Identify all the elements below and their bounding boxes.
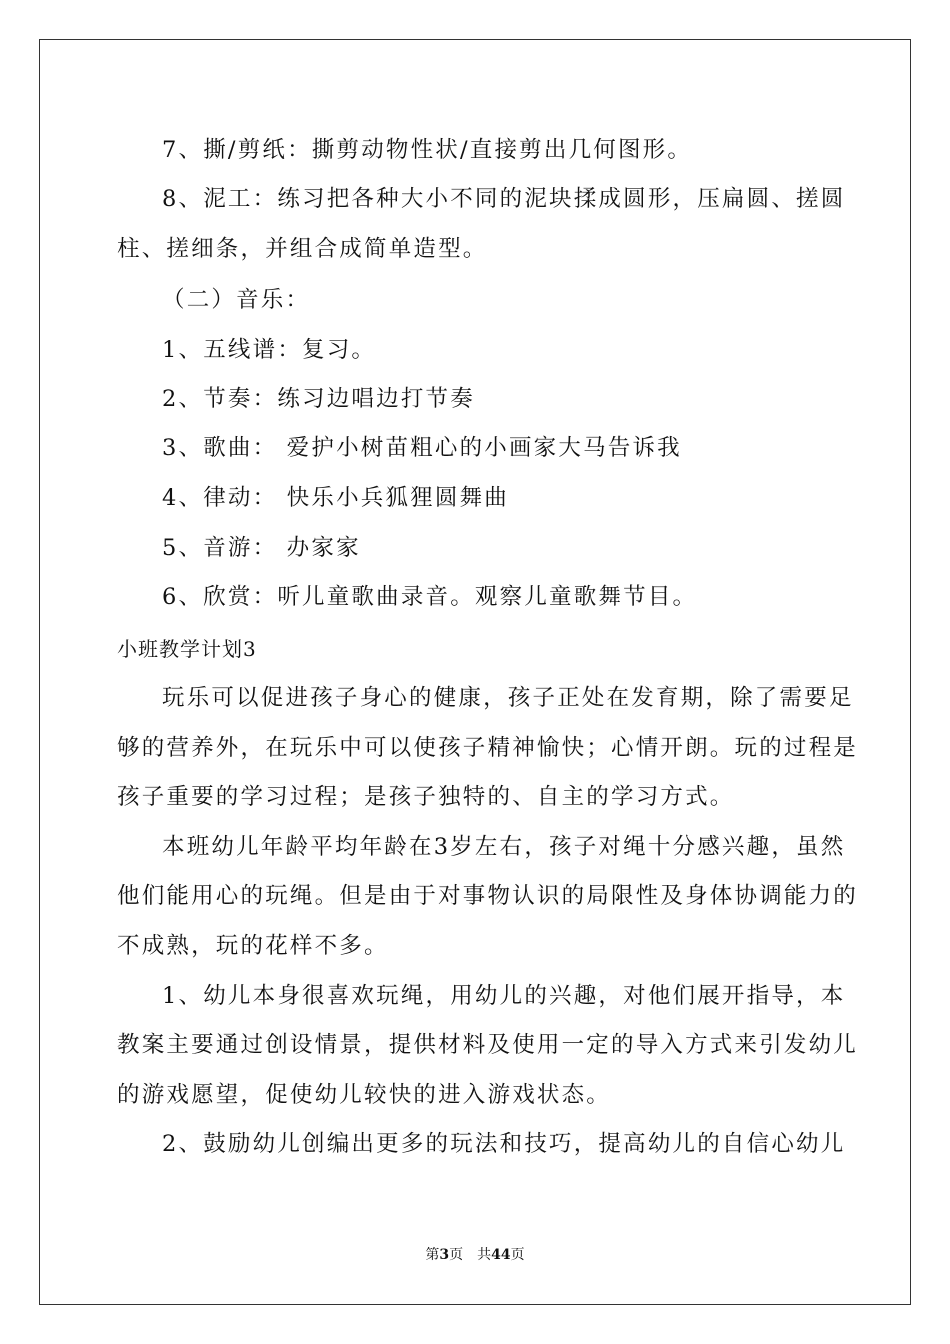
- footer-suffix: 页: [510, 1247, 525, 1263]
- text-line: 2、节奏：练习边唱边打节奏: [162, 386, 475, 412]
- text-line: 柱、搓细条，并组合成简单造型。: [117, 236, 488, 262]
- text-line: 1、五线谱：复习。: [162, 337, 377, 363]
- text-line: 1、幼儿本身很喜欢玩绳，用幼儿的兴趣，对他们展开指导，本: [162, 983, 846, 1009]
- text-line: 本班幼儿年龄平均年龄在3岁左右，孩子对绳十分感兴趣，虽然: [162, 834, 846, 860]
- footer-total-pages: 44: [491, 1247, 511, 1263]
- section-title: 小班教学计划3: [117, 637, 257, 661]
- section-heading: （二）音乐：: [162, 287, 311, 313]
- text-line: 5、音游： 办家家: [162, 535, 361, 561]
- text-line: 他们能用心的玩绳。但是由于对事物认识的局限性及身体协调能力的: [117, 883, 859, 909]
- text-line: 3、歌曲： 爱护小树苗粗心的小画家大马告诉我: [162, 435, 682, 461]
- text-line: 教案主要通过创设情景，提供材料及使用一定的导入方式来引发幼儿: [117, 1032, 859, 1058]
- footer-prefix: 第: [425, 1247, 440, 1263]
- text-line: 2、鼓励幼儿创编出更多的玩法和技巧，提高幼儿的自信心幼儿: [162, 1131, 846, 1157]
- text-line: 玩乐可以促进孩子身心的健康，孩子正处在发育期，除了需要足: [162, 685, 854, 711]
- text-line: 不成熟，玩的花样不多。: [117, 933, 389, 959]
- page-footer: [0, 1246, 950, 1264]
- page-border: [39, 39, 911, 1305]
- footer-page-number: 3: [439, 1247, 450, 1263]
- text-line: 7、撕/剪纸：撕剪动物性状/直接剪出几何图形。: [162, 137, 693, 163]
- text-line: 6、欣赏：听儿童歌曲录音。观察儿童歌舞节目。: [162, 584, 698, 610]
- text-line: 孩子重要的学习过程；是孩子独特的、自主的学习方式。: [117, 784, 735, 810]
- text-line: 4、律动： 快乐小兵狐狸圆舞曲: [162, 485, 509, 511]
- text-line: 8、泥工：练习把各种大小不同的泥块揉成圆形，压扁圆、搓圆: [162, 186, 846, 212]
- text-line: 够的营养外，在玩乐中可以使孩子精神愉快；心情开朗。玩的过程是: [117, 735, 859, 761]
- text-line: 的游戏愿望，促使幼儿较快的进入游戏状态。: [117, 1082, 612, 1108]
- footer-mid: 页 共: [449, 1247, 492, 1263]
